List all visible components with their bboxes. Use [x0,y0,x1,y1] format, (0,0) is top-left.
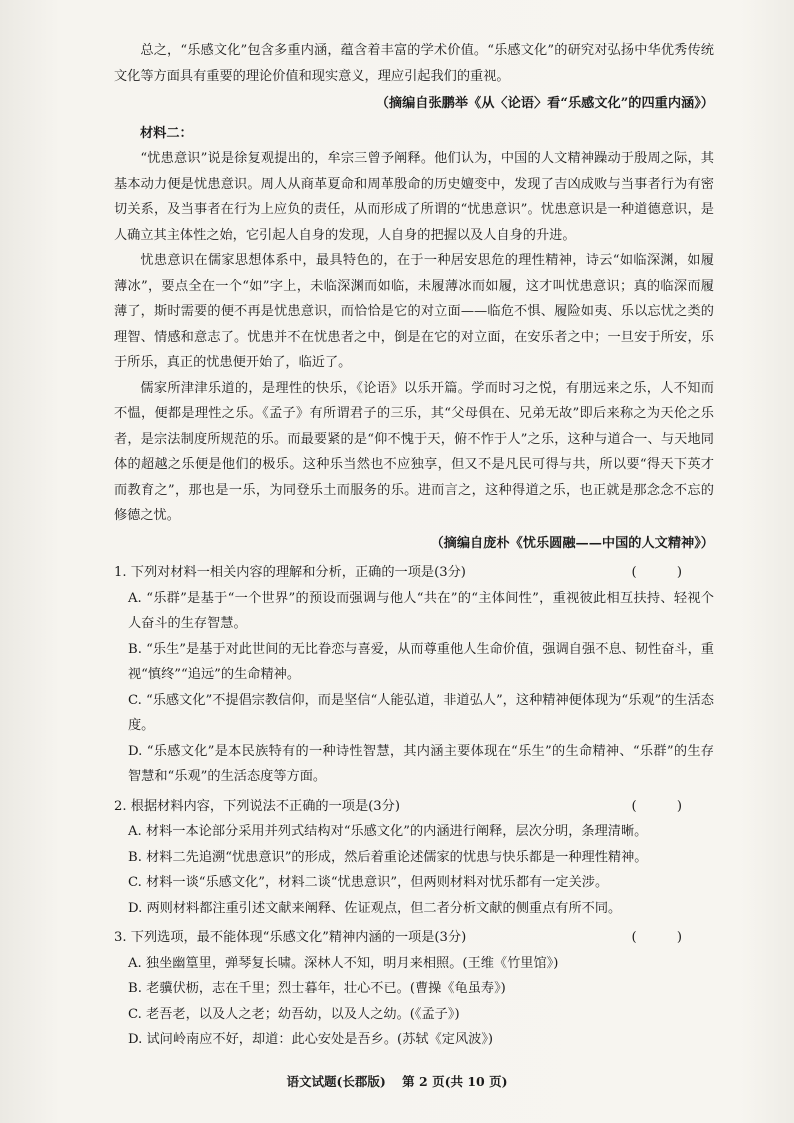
material2-paragraph: 忧患意识在儒家思想体系中，最具特色的，在于一种居安思危的理性精神，诗云“如临深渊，如履薄冰”，要点全在一个“如”字上，未临深渊而如临，未履薄冰而如履，这才叫忧患意识；真的临深而履薄了，斯时需要的便不再是忧患意识，而恰恰是它的对立面——临危不惧、履险如夷、乐以忘忧之类的理智、情感和意志了。忧患并不在忧患者之中，倒是在它的对立面，在安乐者之中；一旦安于所安，乐于所乐，真正的忧患便开始了，临近了。 [114,253,714,370]
question-3 [114,925,714,1053]
question-stem: 3. 下列选项，最不能体现“乐感文化”精神内涵的一项是(3分) [114,930,467,945]
material2-paragraph: “忧患意识”说是徐复观提出的，牟宗三曾予阐释。他们认为，中国的人文精神躁动于殷周之际，其基本动力便是忧患意识。周人从商革夏命和周革殷命的历史嬗变中，发现了吉凶成败与当事者行为有密切关系，及当事者在行为上应负的责任，从而形成了所谓的“忧患意识”。忧患意识是一种道德意识，是人确立其主体性之始，它引起人自身的发现，人自身的把握以及人自身的升进。 [114,151,714,243]
option-b: B. 材料二先追溯“忧患意识”的形成，然后着重论述儒家的忧患与快乐都是一种理性精神。 [128,849,648,865]
option-d: D. 试问岭南应不好，却道：此心安处是吾乡。(苏轼《定风波》) [128,1032,494,1047]
question-1 [114,560,714,790]
material1-source: （摘编自张鹏举《从〈论语〉看“乐感文化”的四重内涵》） [375,96,714,111]
answer-blank: ( ) [631,798,700,814]
footer-subject: 语文试题(长郡版) [286,1074,386,1089]
option-c: C. 老吾老，以及人之老；幼吾幼，以及人之幼。(《孟子》) [128,1006,460,1022]
question-stem: 2. 根据材料内容，下列说法不正确的一项是(3分) [114,798,401,814]
option-c: C. 材料一谈“乐感文化”，材料二谈“忧患意识”，但两则材料对忧乐都有一定关涉。 [128,875,609,890]
option-d: D. “乐感文化”是本民族特有的一种诗性智慧，其内涵主要体现在“乐生”的生命精神、“乐群”的生存智慧和“乐观”的生活态度等方面。 [128,743,714,784]
footer-page-number: 第 2 页(共 10 页) [402,1074,508,1089]
option-a: A. 材料一本论部分采用并列式结构对“乐感文化”的内涵进行阐释，层次分明，条理清晰。 [128,824,648,839]
material2-paragraph: 儒家所津津乐道的，是理性的快乐，《论语》以乐开篇。学而时习之悦，有朋远来之乐，人不知而不愠，便都是理性之乐。《孟子》有所谓君子的三乐，其“父母俱在、兄弟无故”即后来称之为天伦之乐者，是宗法制度所规范的乐。而最要紧的是“仰不愧于天，俯不怍于人”之乐，这种与道合一、与天地同体的超越之乐便是他们的极乐。这种乐当然也不应独享，但又不是凡民可得与共，所以要“得天下英才而教育之”，那也是一乐，为同登乐土而服务的乐。进而言之，这种得道之乐，也正就是那念念不忘的修德之忧。 [114,380,714,523]
option-b: B. 老骥伏枥，志在千里；烈士暮年，壮心不已。(曹操《龟虽寿》) [128,981,506,996]
page-footer [0,1072,794,1090]
option-d: D. 两则材料都注重引述文献来阐释、佐证观点，但二者分析文献的侧重点有所不同。 [128,900,622,916]
question-stem: 1. 下列对材料一相关内容的理解和分析，正确的一项是(3分) [114,565,466,580]
material2-source: （摘编自庞朴《忧乐圆融——中国的人文精神》） [430,535,714,551]
material2-heading: 材料二： [140,125,193,141]
material1-summary: 总之，“乐感文化”包含多重内涵，蕴含着丰富的学术价值。“乐感文化”的研究对弘扬中华优秀传统文化等方面具有重要的理论价值和现实意义，理应引起我们的重视。 [114,43,714,84]
option-c: C. “乐感文化”不提倡宗教信仰，而是坚信“人能弘道，非道弘人”，这种精神便体现为“乐观”的生活态度。 [128,692,714,733]
question-2 [114,794,714,922]
option-a: A. 独坐幽篁里，弹琴复长啸。深林人不知，明月来相照。(王维《竹里馆》) [128,955,559,971]
page-content [114,38,714,1053]
answer-blank: ( ) [631,930,700,945]
option-b: B. “乐生”是基于对此世间的无比眷恋与喜爱，从而尊重他人生命价值，强调自强不息、韧性奋斗，重视“慎终”“追远”的生命精神。 [128,641,714,682]
option-a: A. “乐群”是基于“一个世界”的预设而强调与他人“共在”的“主体间性”，重视彼此相互扶持、轻视个人奋斗的生存智慧。 [128,590,714,631]
answer-blank: ( ) [631,565,700,580]
